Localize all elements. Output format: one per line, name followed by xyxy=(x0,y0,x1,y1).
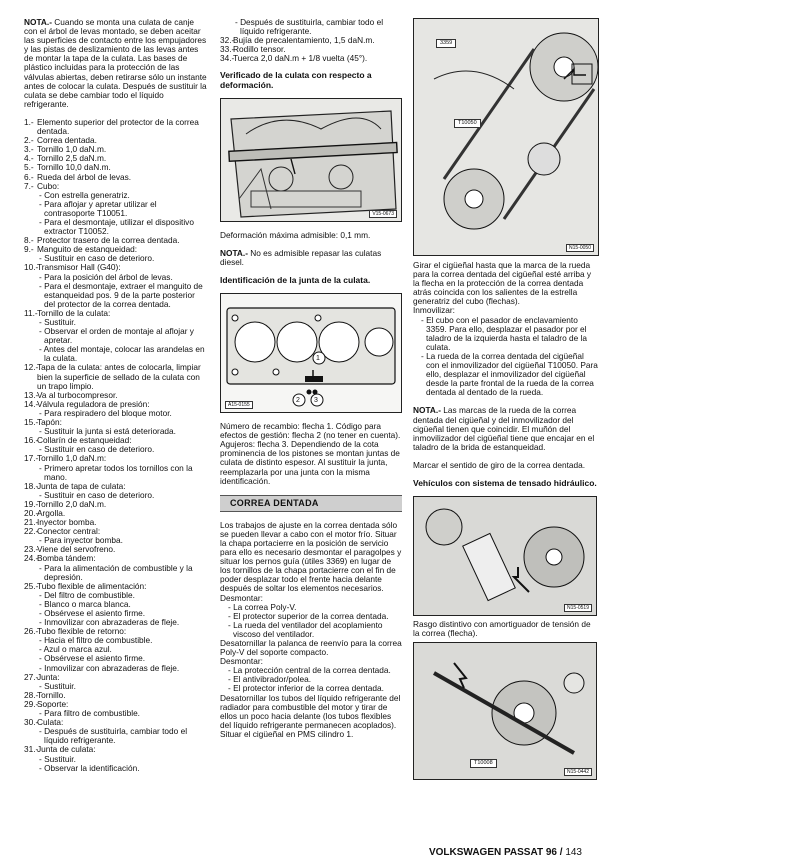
list-item: - Antes del montaje, colocar las arandelas en la culata. xyxy=(39,344,205,364)
item-number: 4.- xyxy=(24,153,34,164)
item-number: 15.- xyxy=(24,417,39,428)
parts-list xyxy=(24,118,208,773)
item-number: 32.- xyxy=(220,35,235,46)
item-text: Tornillo 2,5 daN.m. xyxy=(37,153,107,164)
parts-list-cont xyxy=(220,36,402,63)
list-item: - Observar el orden de montaje al aflojar y apretar. xyxy=(39,326,194,346)
figure-straightedge xyxy=(220,98,402,222)
tool-tag-t10050: T10050 xyxy=(454,119,481,128)
list-item: - Primero apretar todos los tornillos con la mano. xyxy=(39,462,193,482)
list-item: - Después de sustituirla, cambiar todo el líquido refrigerante. xyxy=(39,726,188,746)
deformation-text: Deformación máxima admisible: 0,1 mm. xyxy=(220,229,371,240)
list-item: - Sustituir la junta si está deteriorada. xyxy=(39,426,176,437)
figure-code: A15-0155 xyxy=(225,401,253,409)
item-text: Tornillo 1,0 daN.m. xyxy=(37,144,107,155)
list-item: - Del filtro de combustible. xyxy=(39,589,135,600)
tool-illustration xyxy=(414,643,596,779)
item-text: Manguito de estanqueidad: xyxy=(37,244,138,255)
list-item: - El antivibrador/polea. xyxy=(228,674,312,685)
list-item: - Inmovilizar con abrazaderas de fleje. xyxy=(39,617,180,628)
list-item: - La rueda de la correa dentada del cigüeñal con el inmovilizador del cigüeñal T10050. Para ello, desplazar el inmovilizador del cigüeñal desde la parte frontal de la rueda de la correa dentada al dentado de la rueda. xyxy=(421,350,598,398)
mark-direction-text: Marcar el sentido de giro de la correa dentada. xyxy=(413,459,586,470)
item-number: 25.- xyxy=(24,580,39,591)
figure-code: V15-0673 xyxy=(369,210,397,218)
callout-2: 2 xyxy=(296,397,300,405)
list-item: - Para filtro de combustible. xyxy=(39,708,140,719)
item-text: Junta: xyxy=(37,671,60,682)
gasket-illustration xyxy=(221,294,401,412)
tensioner-illustration xyxy=(414,497,596,615)
note-diesel xyxy=(220,249,402,267)
rotate-crank-text: Girar el cigüeñal hasta que la marca de la rueda para la correa dentada del cigüeñal esté arriba y la flecha en la protección de la correa dentada atrás coincida con los salientes de la estrella generatriz del cubo (flechas). xyxy=(413,260,592,307)
item-text: Bomba tándem: xyxy=(37,553,96,564)
figure-code: N15-0519 xyxy=(564,604,592,612)
list-item: - El protector superior de la correa dentada. xyxy=(228,610,389,621)
note-text: Cuando se monta una culata de canje con el árbol de levas montado, se deben aceitar las superficies de contacto entre los empujadores y las pistas de deslizamiento de las levas antes de montar la tapa de la culata. Las bases de plástico incluidas para la protección de las válvulas abiertas, deben retirarse sólo un instante antes de colocar la culata. Después de sustituir la culata se debe cambiar todo el líquido refrigerante. xyxy=(24,17,207,109)
item-text: Culata: xyxy=(37,717,64,728)
list-item: - Obsérvese el asiento firme. xyxy=(39,653,146,664)
page-footer xyxy=(429,847,582,858)
item-number: 17.- xyxy=(24,453,39,464)
item-number: 1.- xyxy=(24,116,34,127)
figure-locking-tools xyxy=(413,18,599,256)
item-text: Correa dentada. xyxy=(37,135,97,146)
figure-hydraulic-tensioner xyxy=(413,496,597,616)
note-label: NOTA.- xyxy=(413,405,441,416)
cylinder-head-illustration xyxy=(221,99,401,221)
list-item: - Sustituir en caso de deterioro. xyxy=(39,489,155,500)
note-text: No es admisible repasar las culatas diesel. xyxy=(220,247,382,267)
item-text: Va al turbocompresor. xyxy=(37,389,118,400)
lock-label: Inmovilizar: xyxy=(413,305,455,316)
item-text: Tuerca 2,0 daN.m + 1/8 vuelta (45°). xyxy=(233,53,368,64)
item-number: 30.- xyxy=(24,717,39,728)
item-text: Tornillo de la culata: xyxy=(37,307,111,318)
item-number: 33.- xyxy=(220,44,235,55)
note-text: Las marcas de la rueda de la correa dentada del cigüeñal y del inmovilizador del cigüeñal tienen que coincidir. El muñón del inmovilizador del cigüeñal tiene que encajar en el taladro de la brida de estanqueidad. xyxy=(413,405,595,452)
item-number: 12.- xyxy=(24,362,39,373)
timing-belt-intro: Los trabajos de ajuste en la correa dentada sólo se pueden llevar a cabo con el motor frío. Situar la chapa portacierre en la posición de servicio para ello es necesario desmontar el paragolpes y situar los pernos guía (útiles 3369) en lugar de los tornillos de la chapa portacierre con el fin de poder desplazar todo el frente hacia delante después de soltar los elementos necesarios. xyxy=(220,519,402,594)
item-number: 13.- xyxy=(24,389,39,400)
item-text: Soporte: xyxy=(37,698,69,709)
item-text: Protector trasero de la correa dentada. xyxy=(37,235,180,246)
lock-list xyxy=(413,316,598,398)
item-number: 7.- xyxy=(24,180,34,191)
remove-list xyxy=(220,666,402,693)
page-number: 143 xyxy=(565,847,582,858)
item-text: Rueda del árbol de levas. xyxy=(37,171,132,182)
figure-code: N15-0050 xyxy=(566,244,594,252)
heading-gasket-id: Identificación de la junta de la culata. xyxy=(220,274,371,285)
item-text: Tubo flexible de alimentación: xyxy=(37,580,147,591)
figure-head-gasket xyxy=(220,293,402,413)
list-item: - Sustituir. xyxy=(39,317,76,327)
item-number: 26.- xyxy=(24,626,39,637)
list-item: - El cubo con el pasador de enclavamiento 3359. Para ello, desplazar el pasador por el taladro de la izquierda hasta el taladro de la culata. xyxy=(421,314,587,352)
gasket-text: Número de recambio: flecha 1. Código para efectos de gestión: flecha 2 (no tener en cuenta). Agujeros: flecha 3. Dependiendo de la cota prominencia de los pistones se montan juntas de culata de distinto espesor. Al sustituir la junta, reemplazarla por una junta con la misma identificación. xyxy=(220,421,401,486)
item-text: Conector central: xyxy=(37,526,101,537)
list-item: - Sustituir. xyxy=(39,753,76,764)
tool-tag-t10008: T10008 xyxy=(470,759,497,768)
note-head-assembly xyxy=(24,18,208,109)
item-number: 28.- xyxy=(24,689,39,700)
item-text: Tornillo 2,0 daN.m. xyxy=(37,498,107,509)
list-item xyxy=(220,54,402,63)
item-number: 23.- xyxy=(24,544,39,555)
remove-label: Desmontar: xyxy=(220,592,263,603)
list-item: - Para la posición del árbol de levas. xyxy=(39,271,173,282)
item-text: Collarín de estanqueidad: xyxy=(37,435,132,446)
item-text: Inyector bomba. xyxy=(37,517,97,528)
note-label: NOTA.- xyxy=(24,17,52,27)
item-text: Cubo: xyxy=(37,180,60,191)
item-text: Tornillo 10,0 daN.m. xyxy=(37,162,111,173)
timing-belt-illustration xyxy=(414,19,598,255)
item-number: 18.- xyxy=(24,480,39,491)
list-item: - Para respiradero del bloque motor. xyxy=(39,407,172,418)
item-number: 11.- xyxy=(24,307,38,318)
callout-1: 1 xyxy=(316,355,320,363)
list-item xyxy=(24,118,208,136)
item-text: Transmisor Hall (G40): xyxy=(37,262,121,273)
item-number: 10.- xyxy=(24,262,39,273)
tdc-text: Situar el cigüeñal en PMS cilindro 1. xyxy=(220,728,354,739)
list-item: - Para el desmontaje, utilizar el dispositivo extractor T10052. xyxy=(39,216,194,237)
item-text: Junta de tapa de culata: xyxy=(37,480,126,491)
item-text: Tapa de la culata: antes de colocarla, limpiar bien la superficie de sellado de la culata con un trapo limpio. xyxy=(37,362,201,391)
list-item: - El protector inferior de la correa dentada. xyxy=(228,683,384,694)
item-number: 2.- xyxy=(24,135,34,146)
list-item: - Sustituir en caso de deterioro. xyxy=(39,253,155,264)
item-number: 27.- xyxy=(24,671,39,682)
section-banner-timing-belt: CORREA DENTADA xyxy=(220,495,402,512)
column-left xyxy=(24,18,208,773)
list-item: - Después de sustituirla, cambiar todo el líquido refrigerante. xyxy=(235,17,384,37)
list-item: - Inmovilizar con abrazaderas de fleje. xyxy=(39,662,180,673)
note-label: NOTA.- xyxy=(220,247,248,258)
item-text: Viene del servofreno. xyxy=(37,544,116,555)
item-text: Junta de culata: xyxy=(37,744,96,755)
item-number: 20.- xyxy=(24,507,39,518)
item-text: Tornillo. xyxy=(37,689,66,700)
tensioner-caption: Rasgo distintivo con amortiguador de tensión de la correa (flecha). xyxy=(413,619,591,639)
item-number: 14.- xyxy=(24,398,39,409)
list-item: - Observar la identificación. xyxy=(39,762,140,773)
item-number: 22.- xyxy=(24,526,39,537)
list-item: - Hacia el filtro de combustible. xyxy=(39,635,153,646)
item-text: Tapón: xyxy=(37,417,62,428)
list-item: - Con estrella generatriz. xyxy=(39,189,130,200)
item-number: 29.- xyxy=(24,698,39,709)
list-item: - Para el desmontaje, extraer el manguito de estanqueidad pos. 9 de la parte posterior del protector de la correa dentada. xyxy=(39,280,203,309)
item-text: Elemento superior del protector de la correa dentada. xyxy=(37,116,199,137)
list-item: - Blanco o marca blanca. xyxy=(39,598,131,609)
footer-brand: VOLKSWAGEN PASSAT 96 / xyxy=(428,847,563,858)
item-number: 5.- xyxy=(24,162,34,173)
item-text: Rodillo tensor. xyxy=(233,44,286,55)
list-item: - Sustituir en caso de deterioro. xyxy=(39,444,155,455)
coolant-pipes-text: Desatornillar los tubos del líquido refrigerante del radiador para combustible del motor y tirar de ellos un poco hacia delante (los tubos flexibles del líquido refrigerante permanecen acoplados). xyxy=(220,692,401,730)
list-item: - La protección central de la correa dentada. xyxy=(228,665,391,676)
item-text: Bujía de precalentamiento, 1,5 daN.m. xyxy=(233,35,375,46)
item-number: 24.- xyxy=(24,553,39,564)
callout-3: 3 xyxy=(314,397,318,405)
list-item: - Azul o marca azul. xyxy=(39,644,112,655)
item-text: Válvula reguladora de presión: xyxy=(37,398,150,409)
heading-verification: Verificado de la culata con respecto a deformación. xyxy=(220,70,372,90)
item-number: 34.- xyxy=(220,53,235,64)
figure-code: N15-0442 xyxy=(564,768,592,776)
item-text: Tubo flexible de retorno: xyxy=(37,626,127,637)
item-number: 19.- xyxy=(24,498,39,509)
item-text: Tornillo 1,0 daN.m: xyxy=(37,453,107,464)
list-item: - Obsérvese el asiento firme. xyxy=(39,608,146,618)
list-item: - Para la alimentación de combustible y la depresión. xyxy=(39,562,193,582)
item-number: 21.- xyxy=(24,517,39,528)
unscrew-text: Desatornillar la palanca de reenvío para la correa Poly-V del soporte compacto. xyxy=(220,638,402,658)
remove-list xyxy=(220,603,402,639)
item-number: 3.- xyxy=(24,144,34,155)
item-number: 6.- xyxy=(24,171,34,182)
figure-t10008 xyxy=(413,642,597,780)
item-number: 9.- xyxy=(24,244,34,255)
column-right xyxy=(413,18,598,780)
column-middle xyxy=(220,18,402,739)
list-item xyxy=(24,363,208,390)
tool-tag-3359: 3359 xyxy=(436,39,456,48)
item-number: 8.- xyxy=(24,235,34,246)
heading-hydraulic: Vehículos con sistema de tensado hidráulico. xyxy=(413,477,597,488)
note-marks xyxy=(413,406,598,451)
item-number: 31.- xyxy=(24,744,39,755)
list-item: - Para inyector bomba. xyxy=(39,535,123,546)
remove-label: Desmontar: xyxy=(220,656,263,667)
list-item: - La rueda del ventilador del acoplamiento viscoso del ventilador. xyxy=(228,619,383,639)
item-number: 16.- xyxy=(24,435,39,446)
list-item: - Para aflojar y apretar utilizar el contrasoporte T10051. xyxy=(39,198,157,218)
list-item: - Sustituir. xyxy=(39,680,76,691)
list-item: - La correa Poly-V. xyxy=(228,601,297,612)
item-text: Argolla. xyxy=(37,507,66,518)
